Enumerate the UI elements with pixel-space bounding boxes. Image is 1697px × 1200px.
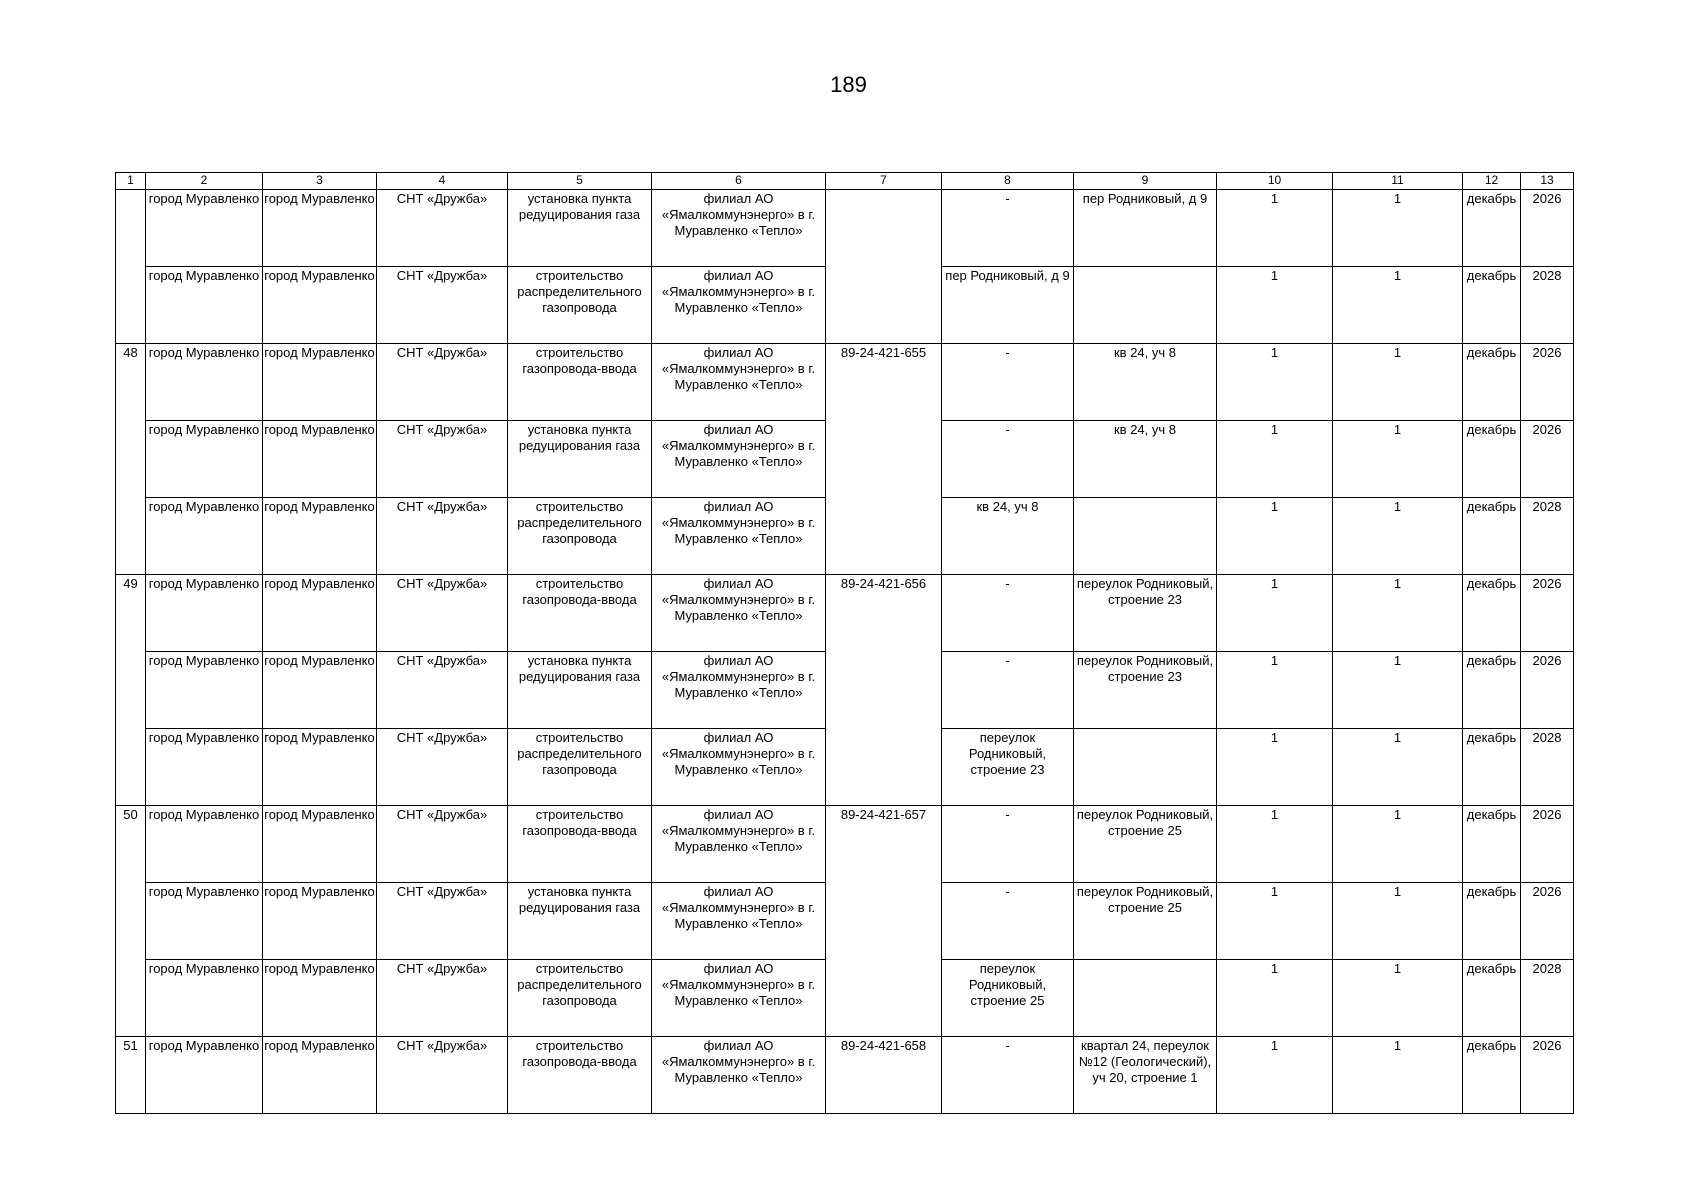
- month-cell: декабрь: [1463, 575, 1521, 652]
- municipality-cell: город Муравленко: [146, 806, 263, 883]
- location-cell: СНТ «Дружба»: [377, 267, 508, 344]
- location-cell: СНТ «Дружба»: [377, 652, 508, 729]
- year-cell: 2026: [1521, 806, 1574, 883]
- qty-b-cell: 1: [1333, 1037, 1463, 1114]
- year-cell: 2026: [1521, 575, 1574, 652]
- municipality-cell: город Муравленко: [146, 344, 263, 421]
- cadastral-cell: [826, 190, 942, 344]
- executor-cell: филиал АО «Ямалкоммунэнерго» в г. Муравленко «Тепло»: [652, 729, 826, 806]
- qty-a-cell: 1: [1217, 883, 1333, 960]
- addr-network-cell: -: [942, 575, 1074, 652]
- column-header: 3: [263, 173, 377, 190]
- settlement-cell: город Муравленко: [263, 575, 377, 652]
- work-type-cell: строительство газопровода-ввода: [508, 1037, 652, 1114]
- addr-object-cell: кв 24, уч 8: [1074, 421, 1217, 498]
- qty-b-cell: 1: [1333, 652, 1463, 729]
- table-row: [116, 575, 1574, 652]
- row-number-cell: 48: [116, 344, 146, 575]
- addr-object-cell: [1074, 729, 1217, 806]
- location-cell: СНТ «Дружба»: [377, 883, 508, 960]
- work-type-cell: установка пункта редуцирования газа: [508, 883, 652, 960]
- addr-object-cell: квартал 24, переулок №12 (Геологический), уч 20, строение 1: [1074, 1037, 1217, 1114]
- addr-network-cell: -: [942, 190, 1074, 267]
- addr-network-cell: -: [942, 806, 1074, 883]
- addr-object-cell: [1074, 498, 1217, 575]
- month-cell: декабрь: [1463, 883, 1521, 960]
- municipality-cell: город Муравленко: [146, 960, 263, 1037]
- municipality-cell: город Муравленко: [146, 190, 263, 267]
- addr-object-cell: переулок Родниковый, строение 25: [1074, 806, 1217, 883]
- qty-a-cell: 1: [1217, 421, 1333, 498]
- qty-a-cell: 1: [1217, 652, 1333, 729]
- qty-a-cell: 1: [1217, 960, 1333, 1037]
- year-cell: 2028: [1521, 960, 1574, 1037]
- qty-a-cell: 1: [1217, 1037, 1333, 1114]
- row-number-cell: 50: [116, 806, 146, 1037]
- column-header: 4: [377, 173, 508, 190]
- cadastral-cell: 89-24-421-657: [826, 806, 942, 1037]
- table-row: [116, 1037, 1574, 1114]
- column-header: 6: [652, 173, 826, 190]
- executor-cell: филиал АО «Ямалкоммунэнерго» в г. Муравленко «Тепло»: [652, 960, 826, 1037]
- column-header: 8: [942, 173, 1074, 190]
- qty-a-cell: 1: [1217, 806, 1333, 883]
- header-row: [116, 173, 1574, 190]
- executor-cell: филиал АО «Ямалкоммунэнерго» в г. Муравленко «Тепло»: [652, 806, 826, 883]
- column-header: 2: [146, 173, 263, 190]
- municipality-cell: город Муравленко: [146, 883, 263, 960]
- location-cell: СНТ «Дружба»: [377, 575, 508, 652]
- month-cell: декабрь: [1463, 421, 1521, 498]
- month-cell: декабрь: [1463, 344, 1521, 421]
- month-cell: декабрь: [1463, 498, 1521, 575]
- settlement-cell: город Муравленко: [263, 652, 377, 729]
- addr-object-cell: переулок Родниковый, строение 23: [1074, 652, 1217, 729]
- executor-cell: филиал АО «Ямалкоммунэнерго» в г. Муравленко «Тепло»: [652, 267, 826, 344]
- data-table: [115, 172, 1574, 1114]
- table-row: [116, 344, 1574, 421]
- table-row: [116, 806, 1574, 883]
- location-cell: СНТ «Дружба»: [377, 960, 508, 1037]
- cadastral-cell: 89-24-421-658: [826, 1037, 942, 1114]
- municipality-cell: город Муравленко: [146, 421, 263, 498]
- qty-a-cell: 1: [1217, 729, 1333, 806]
- year-cell: 2026: [1521, 344, 1574, 421]
- settlement-cell: город Муравленко: [263, 190, 377, 267]
- cadastral-cell: 89-24-421-656: [826, 575, 942, 806]
- addr-object-cell: переулок Родниковый, строение 23: [1074, 575, 1217, 652]
- year-cell: 2028: [1521, 267, 1574, 344]
- executor-cell: филиал АО «Ямалкоммунэнерго» в г. Муравленко «Тепло»: [652, 190, 826, 267]
- addr-network-cell: кв 24, уч 8: [942, 498, 1074, 575]
- month-cell: декабрь: [1463, 267, 1521, 344]
- qty-b-cell: 1: [1333, 960, 1463, 1037]
- settlement-cell: город Муравленко: [263, 960, 377, 1037]
- location-cell: СНТ «Дружба»: [377, 806, 508, 883]
- location-cell: СНТ «Дружба»: [377, 498, 508, 575]
- qty-b-cell: 1: [1333, 421, 1463, 498]
- work-type-cell: строительство распределительного газопровода: [508, 960, 652, 1037]
- qty-b-cell: 1: [1333, 575, 1463, 652]
- year-cell: 2026: [1521, 1037, 1574, 1114]
- municipality-cell: город Муравленко: [146, 1037, 263, 1114]
- row-number-cell: [116, 190, 146, 344]
- work-type-cell: установка пункта редуцирования газа: [508, 652, 652, 729]
- qty-a-cell: 1: [1217, 267, 1333, 344]
- executor-cell: филиал АО «Ямалкоммунэнерго» в г. Муравленко «Тепло»: [652, 575, 826, 652]
- executor-cell: филиал АО «Ямалкоммунэнерго» в г. Муравленко «Тепло»: [652, 344, 826, 421]
- year-cell: 2026: [1521, 652, 1574, 729]
- location-cell: СНТ «Дружба»: [377, 344, 508, 421]
- addr-network-cell: -: [942, 344, 1074, 421]
- settlement-cell: город Муравленко: [263, 421, 377, 498]
- work-type-cell: строительство распределительного газопровода: [508, 498, 652, 575]
- column-header: 1: [116, 173, 146, 190]
- table-row: [116, 190, 1574, 267]
- year-cell: 2026: [1521, 421, 1574, 498]
- month-cell: декабрь: [1463, 960, 1521, 1037]
- column-header: 12: [1463, 173, 1521, 190]
- column-header: 9: [1074, 173, 1217, 190]
- executor-cell: филиал АО «Ямалкоммунэнерго» в г. Муравленко «Тепло»: [652, 498, 826, 575]
- column-header: 13: [1521, 173, 1574, 190]
- location-cell: СНТ «Дружба»: [377, 190, 508, 267]
- executor-cell: филиал АО «Ямалкоммунэнерго» в г. Муравленко «Тепло»: [652, 883, 826, 960]
- municipality-cell: город Муравленко: [146, 267, 263, 344]
- addr-network-cell: переулок Родниковый, строение 23: [942, 729, 1074, 806]
- qty-a-cell: 1: [1217, 498, 1333, 575]
- addr-object-cell: кв 24, уч 8: [1074, 344, 1217, 421]
- qty-b-cell: 1: [1333, 806, 1463, 883]
- qty-a-cell: 1: [1217, 575, 1333, 652]
- work-type-cell: строительство распределительного газопровода: [508, 729, 652, 806]
- month-cell: декабрь: [1463, 806, 1521, 883]
- qty-a-cell: 1: [1217, 344, 1333, 421]
- work-type-cell: строительство газопровода-ввода: [508, 344, 652, 421]
- addr-network-cell: -: [942, 883, 1074, 960]
- work-type-cell: строительство газопровода-ввода: [508, 806, 652, 883]
- row-number-cell: 51: [116, 1037, 146, 1114]
- qty-b-cell: 1: [1333, 190, 1463, 267]
- addr-network-cell: -: [942, 652, 1074, 729]
- year-cell: 2028: [1521, 729, 1574, 806]
- location-cell: СНТ «Дружба»: [377, 1037, 508, 1114]
- addr-object-cell: [1074, 267, 1217, 344]
- column-header: 7: [826, 173, 942, 190]
- work-type-cell: строительство распределительного газопровода: [508, 267, 652, 344]
- cadastral-cell: 89-24-421-655: [826, 344, 942, 575]
- qty-b-cell: 1: [1333, 498, 1463, 575]
- addr-network-cell: -: [942, 1037, 1074, 1114]
- work-type-cell: строительство газопровода-ввода: [508, 575, 652, 652]
- executor-cell: филиал АО «Ямалкоммунэнерго» в г. Муравленко «Тепло»: [652, 1037, 826, 1114]
- qty-b-cell: 1: [1333, 267, 1463, 344]
- executor-cell: филиал АО «Ямалкоммунэнерго» в г. Муравленко «Тепло»: [652, 421, 826, 498]
- qty-a-cell: 1: [1217, 190, 1333, 267]
- location-cell: СНТ «Дружба»: [377, 421, 508, 498]
- year-cell: 2028: [1521, 498, 1574, 575]
- year-cell: 2026: [1521, 190, 1574, 267]
- municipality-cell: город Муравленко: [146, 652, 263, 729]
- month-cell: декабрь: [1463, 1037, 1521, 1114]
- addr-network-cell: -: [942, 421, 1074, 498]
- settlement-cell: город Муравленко: [263, 806, 377, 883]
- settlement-cell: город Муравленко: [263, 1037, 377, 1114]
- executor-cell: филиал АО «Ямалкоммунэнерго» в г. Муравленко «Тепло»: [652, 652, 826, 729]
- row-number-cell: 49: [116, 575, 146, 806]
- municipality-cell: город Муравленко: [146, 575, 263, 652]
- settlement-cell: город Муравленко: [263, 344, 377, 421]
- municipality-cell: город Муравленко: [146, 498, 263, 575]
- year-cell: 2026: [1521, 883, 1574, 960]
- settlement-cell: город Муравленко: [263, 883, 377, 960]
- municipality-cell: город Муравленко: [146, 729, 263, 806]
- qty-b-cell: 1: [1333, 729, 1463, 806]
- qty-b-cell: 1: [1333, 344, 1463, 421]
- column-header: 5: [508, 173, 652, 190]
- column-header: 11: [1333, 173, 1463, 190]
- addr-object-cell: пер Родниковый, д 9: [1074, 190, 1217, 267]
- column-header: 10: [1217, 173, 1333, 190]
- work-type-cell: установка пункта редуцирования газа: [508, 421, 652, 498]
- qty-b-cell: 1: [1333, 883, 1463, 960]
- month-cell: декабрь: [1463, 729, 1521, 806]
- page-number: 189: [830, 72, 867, 97]
- addr-object-cell: [1074, 960, 1217, 1037]
- work-type-cell: установка пункта редуцирования газа: [508, 190, 652, 267]
- settlement-cell: город Муравленко: [263, 729, 377, 806]
- addr-object-cell: переулок Родниковый, строение 25: [1074, 883, 1217, 960]
- addr-network-cell: пер Родниковый, д 9: [942, 267, 1074, 344]
- month-cell: декабрь: [1463, 190, 1521, 267]
- settlement-cell: город Муравленко: [263, 498, 377, 575]
- month-cell: декабрь: [1463, 652, 1521, 729]
- location-cell: СНТ «Дружба»: [377, 729, 508, 806]
- addr-network-cell: переулок Родниковый, строение 25: [942, 960, 1074, 1037]
- settlement-cell: город Муравленко: [263, 267, 377, 344]
- table-body: [116, 190, 1574, 1114]
